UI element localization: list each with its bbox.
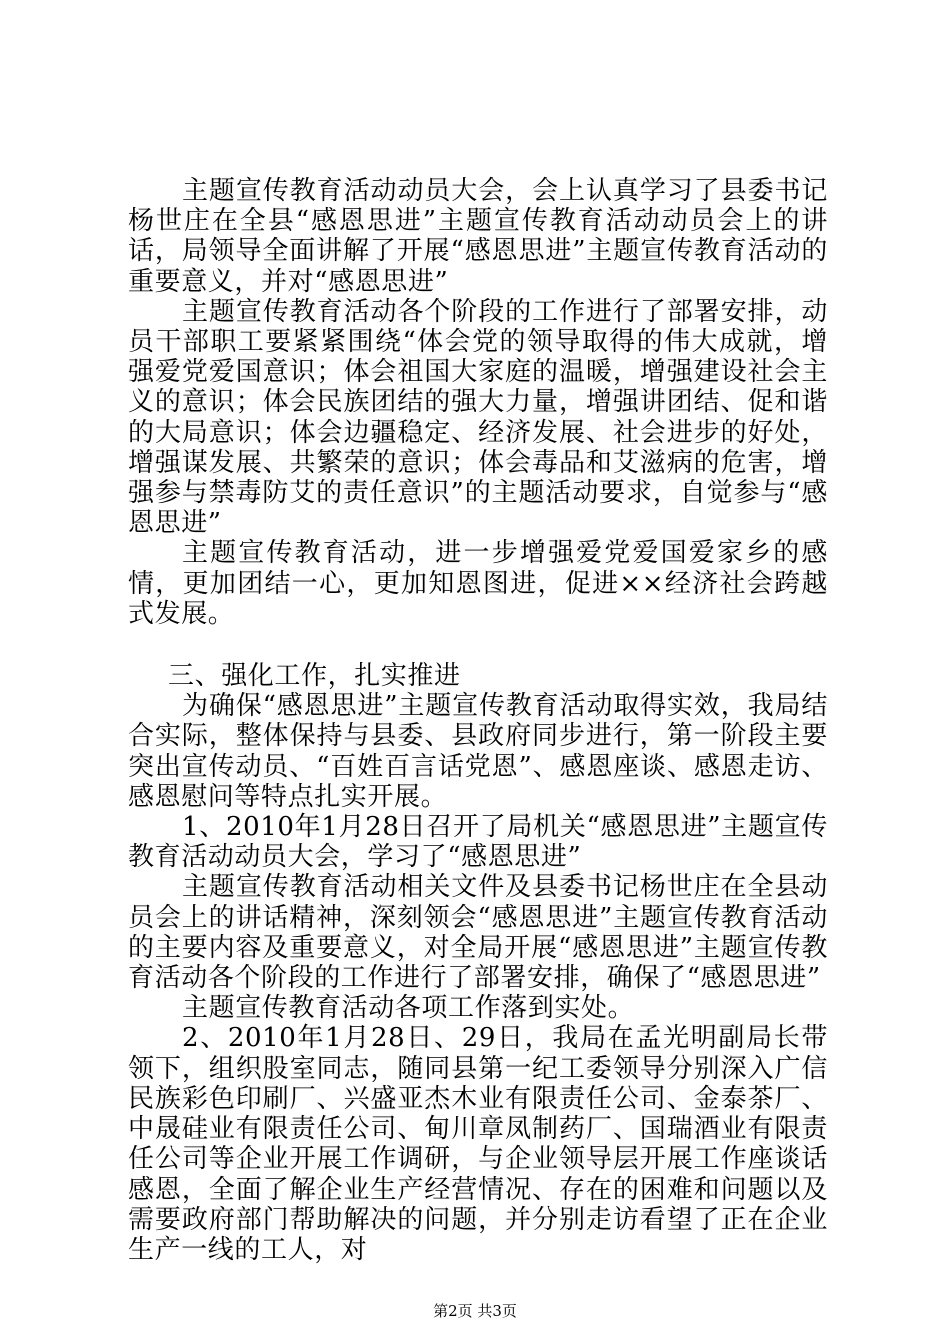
document-body <box>128 176 828 1265</box>
paragraph: 主题宣传教育活动各项工作落到实处。 <box>182 993 635 1024</box>
paragraph: 1、2010年1月28日召开了局机关“感恩思进”主题宣传教育活动动员大会，学习了“感恩思进” <box>128 812 828 873</box>
paragraph: 2、2010年1月28日、29日，我局在孟光明副局长带领下，组织股室同志，随同县第一纪工委领导分别深入广信民族彩色印刷厂、兴盛亚杰木业有限责任公司、金泰茶厂、中晟硅业有限责任公司、甸川章凤制药厂、国瑞酒业有限责任公司等企业开展工作调研，与企业领导层开展工作座谈话感恩，全面了解企业生产经营情况、存在的困难和问题以及需要政府部门帮助解决的问题，并分别走访看望了正在企业生产一线的工人，对 <box>128 1023 828 1265</box>
paragraph: 主题宣传教育活动各个阶段的工作进行了部署安排，动员干部职工要紧紧围绕“体会党的领导取得的伟大成就，增强爱党爱国意识；体会祖国大家庭的温暖，增强建设社会主义的意识；体会民族团结的强大力量，增强讲团结、促和谐的大局意识；体会边疆稳定、经济发展、社会进步的好处，增强谋发展、共繁荣的意识；体会毒品和艾滋病的危害，增强参与禁毒防艾的责任意识”的主题活动要求，自觉参与“感恩思进” <box>128 296 828 539</box>
paragraph: 主题宣传教育活动动员大会，会上认真学习了县委书记杨世庄在全县“感恩思进”主题宣传教育活动动员会上的讲话，局领导全面讲解了开展“感恩思进”主题宣传教育活动的重要意义，并对“感恩思进” <box>128 176 828 297</box>
section-spacer <box>128 629 828 661</box>
section-heading: 三、强化工作，扎实推进 <box>168 661 461 692</box>
page-footer: 第2页 共3页 <box>433 1302 517 1320</box>
paragraph: 为确保“感恩思进”主题宣传教育活动取得实效，我局结合实际，整体保持与县委、县政府同步进行，第一阶段主要突出宣传动员、“百姓百言话党恩”、感恩座谈、感恩走访、感恩慰问等特点扎实开展。 <box>128 691 828 812</box>
paragraph: 主题宣传教育活动，进一步增强爱党爱国爱家乡的感情，更加团结一心，更加知恩图进，促进××经济社会跨越式发展。 <box>128 538 828 629</box>
paragraph: 主题宣传教育活动相关文件及县委书记杨世庄在全县动员会上的讲话精神，深刻领会“感恩思进”主题宣传教育活动的主要内容及重要意义，对全局开展“感恩思进”主题宣传教育活动各个阶段的工作进行了部署安排，确保了“感恩思进” <box>128 872 828 994</box>
